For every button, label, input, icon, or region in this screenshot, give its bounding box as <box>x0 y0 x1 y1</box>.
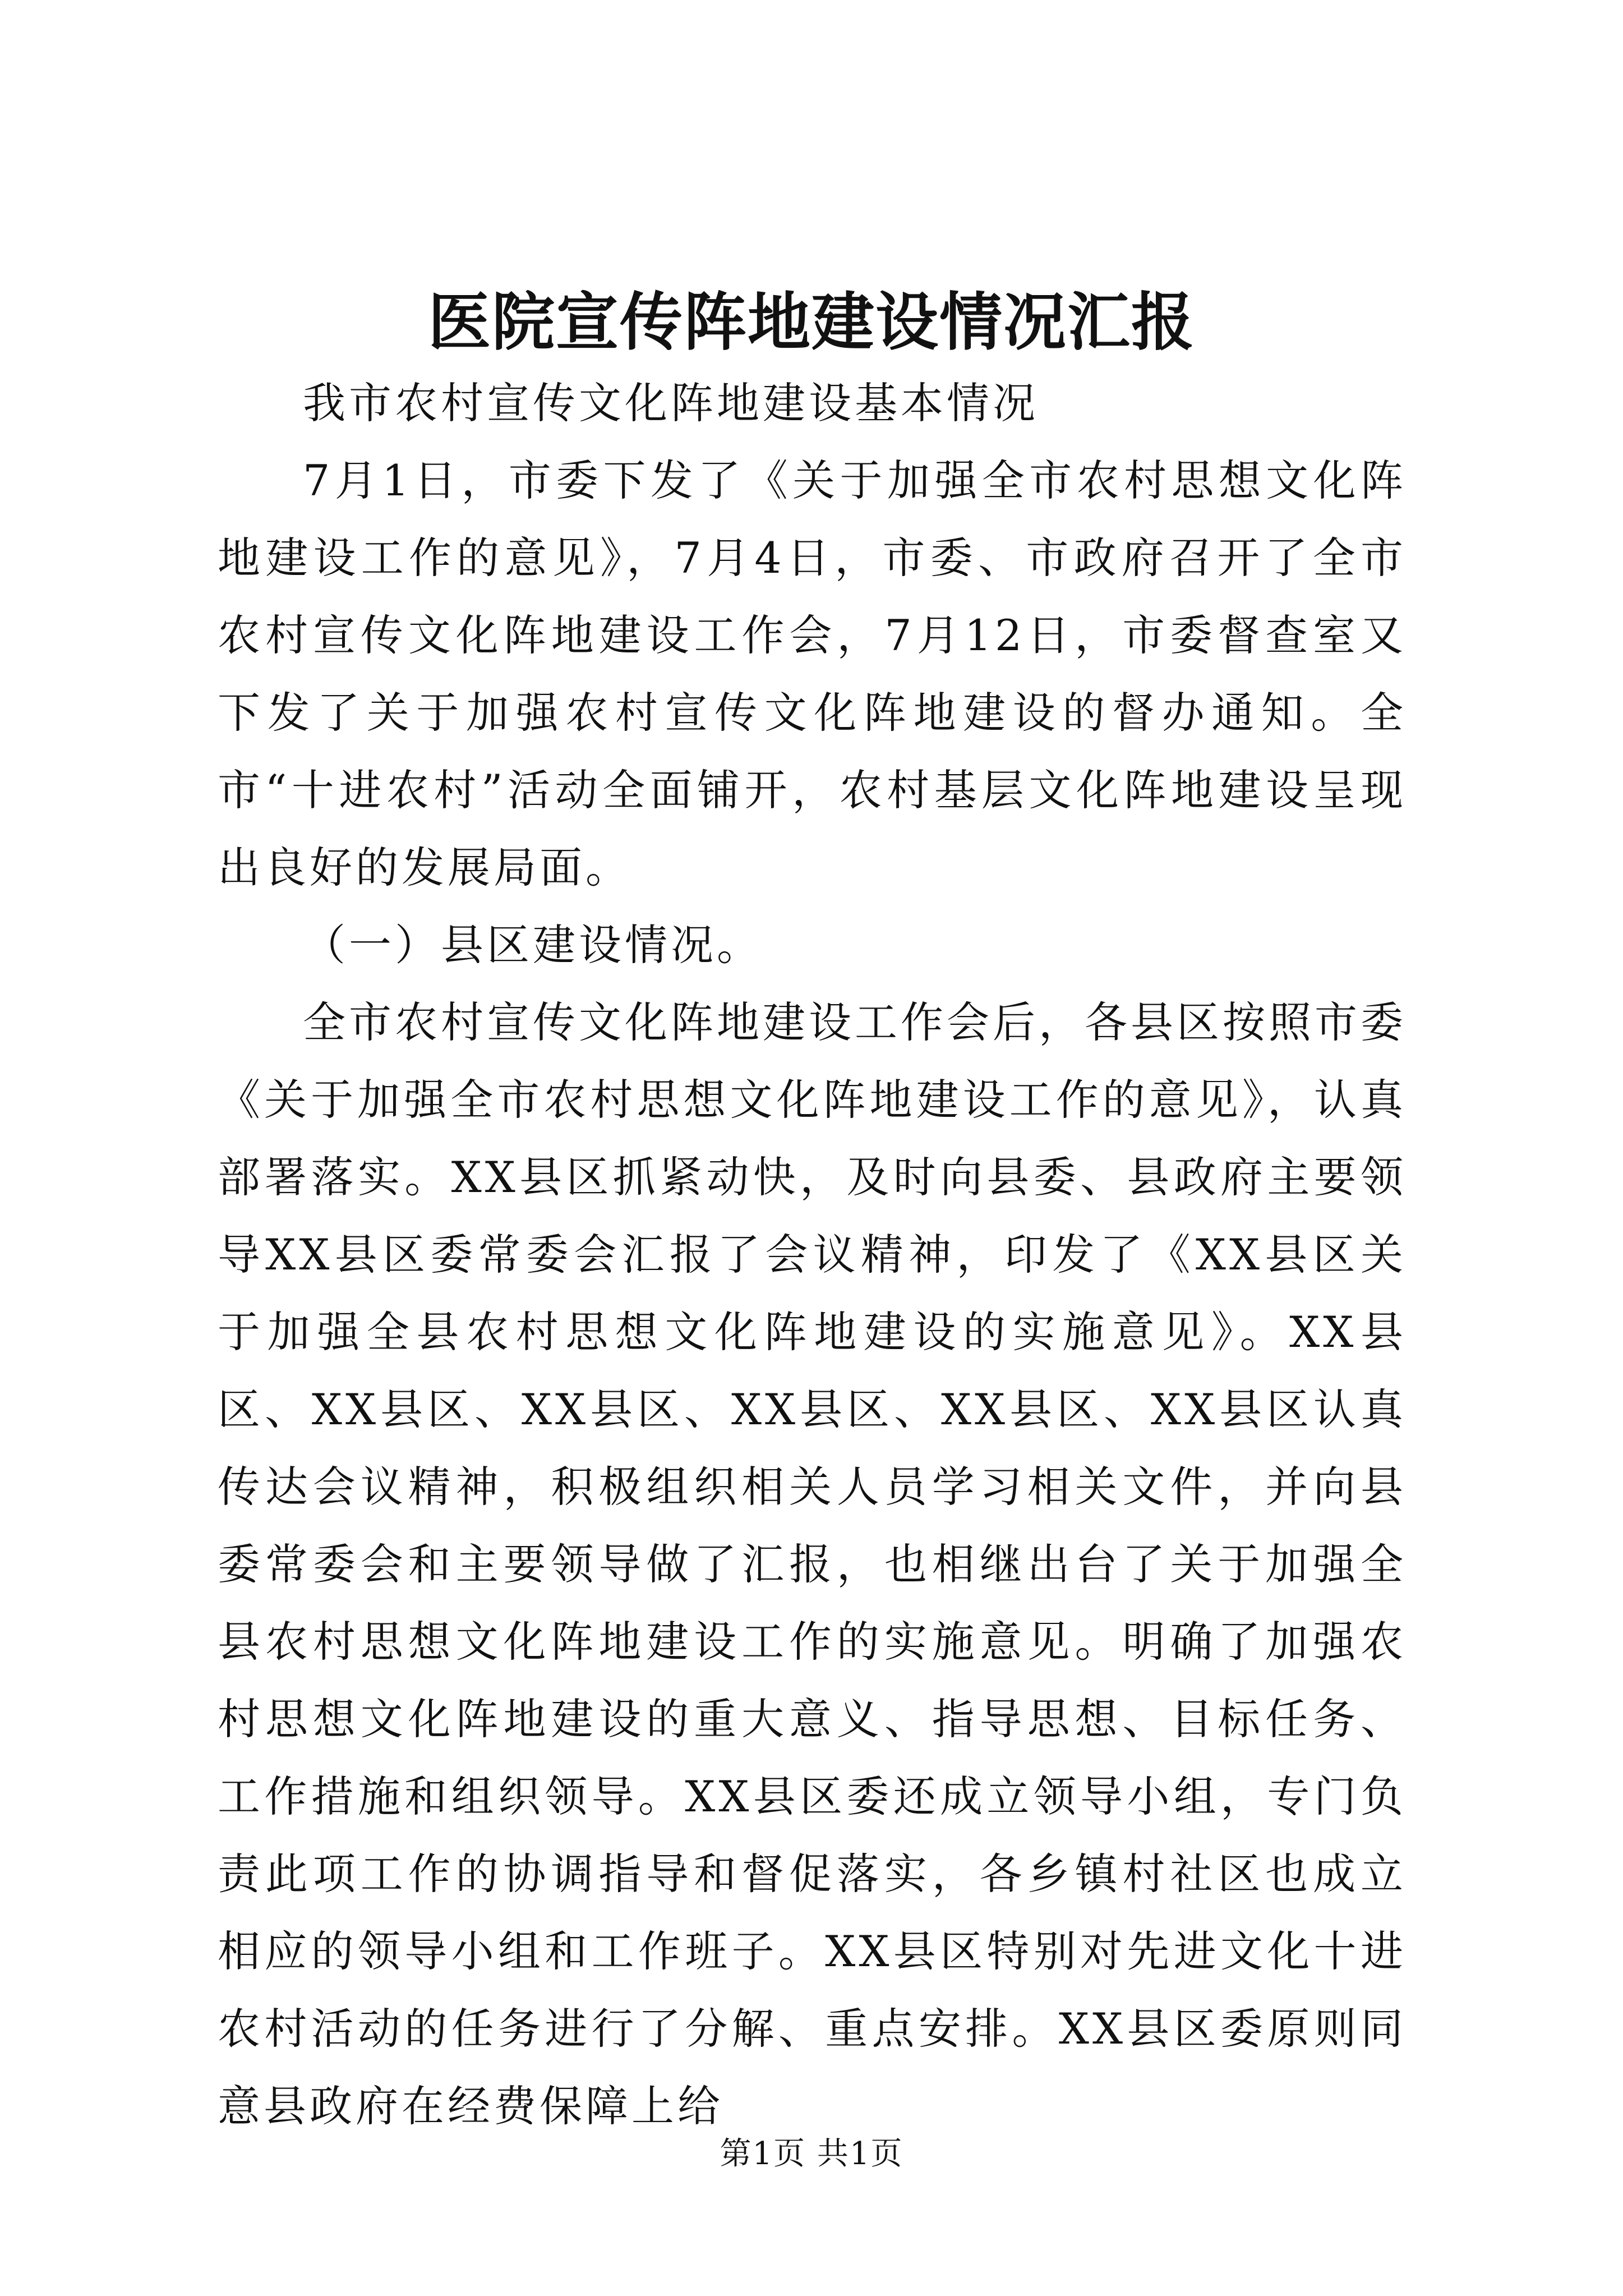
section-intro-line: 我市农村宣传文化阵地建设基本情况 <box>303 378 1039 428</box>
body-paragraph: 全市农村宣传文化阵地建设工作会后，各县区按照市委《关于加强全市农村思想文化阵地建设工作的意见》，认真部署落实。XX县区抓紧动快，及时向县委、县政府主要领导XX县区委常委会汇报了会议精神，印发了《XX县区关于加强全县农村思想文化阵地建设的实施意见》。XX县区、XX县区、XX县区、XX县区、XX县区、XX县区认真传达会议精神，积极组织相关人员学习相关文件，并向县委常委会和主要领导做了汇报，也相继出台了关于加强全县农村思想文化阵地建设工作的实施意见。明确了加强农村思想文化阵地建设的重大意义、指导思想、目标任务、工作措施和组织领导。XX县区委还成立领导小组，专门负责此项工作的协调指导和督促落实，各乡镇村社区也成立相应的领导小组和工作班子。XX县区特别对先进文化十进农村活动的任务进行了分解、重点安排。XX县区委原则同意县政府在经费保障上给 <box>218 997 1407 2131</box>
section-heading: （一）县区建设情况。 <box>303 920 763 970</box>
document-body <box>218 365 1407 2145</box>
page-number-footer: 第1页 共1页 <box>720 2136 903 2172</box>
body-paragraph: 7月1日，市委下发了《关于加强全市农村思想文化阵地建设工作的意见》，7月4日，市委、市政府召开了全市农村宣传文化阵地建设工作会，7月12日，市委督查室又下发了关于加强农村宣传文化阵地建设的督办通知。全市“十进农村”活动全面铺开，农村基层文化阵地建设呈现出良好的发展局面。 <box>218 455 1407 892</box>
document-title: 医院宣传阵地建设情况汇报 <box>428 286 1195 359</box>
